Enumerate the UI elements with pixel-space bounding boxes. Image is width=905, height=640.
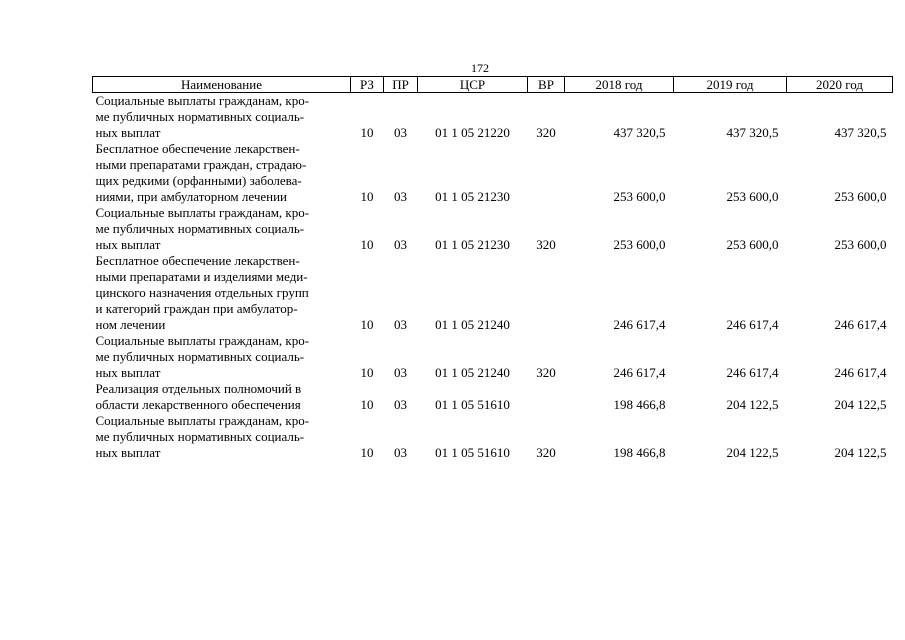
cell-vr (528, 141, 565, 205)
cell-name (93, 141, 351, 205)
cell-name (93, 93, 351, 142)
cell-rz: 10 (360, 365, 374, 380)
header-name: Наименование (93, 77, 351, 93)
name-line: ных выплат (95, 125, 161, 140)
cell-2020: 246 617,4 (834, 317, 887, 332)
cell-2019: 437 320,5 (726, 125, 779, 140)
cell-vr: 320 (536, 445, 556, 460)
cell-name (93, 333, 351, 381)
name-line: и категорий граждан при амбулатор- (95, 301, 298, 316)
cell-2020: 253 600,0 (834, 237, 887, 252)
header-2019: 2019 год (674, 77, 787, 93)
table-header-row (93, 77, 893, 93)
cell-vr (528, 253, 565, 333)
cell-2020: 204 122,5 (834, 397, 887, 412)
header-pr: ПР (384, 77, 418, 93)
cell-pr: 03 (394, 365, 407, 380)
cell-pr: 03 (394, 317, 407, 332)
cell-rz: 10 (360, 317, 374, 332)
cell-rz: 10 (360, 445, 374, 460)
table-row (93, 381, 893, 413)
cell-rz: 10 (360, 125, 374, 140)
header-csr: ЦСР (418, 77, 528, 93)
name-line: ном лечении (95, 317, 166, 332)
table-body (93, 93, 893, 462)
cell-pr: 03 (394, 397, 407, 412)
cell-vr: 320 (536, 125, 556, 140)
name-line: Социальные выплаты гражданам, кро- (95, 205, 310, 220)
name-line: ных выплат (95, 237, 161, 252)
cell-2019: 246 617,4 (726, 365, 779, 380)
name-line: Социальные выплаты гражданам, кро- (95, 413, 310, 428)
cell-2018: 253 600,0 (613, 237, 666, 252)
cell-vr (528, 381, 565, 413)
cell-2020: 437 320,5 (834, 125, 887, 140)
table-row (93, 413, 893, 461)
name-line: цинского назначения отдельных групп (95, 285, 309, 300)
cell-pr: 03 (394, 237, 407, 252)
cell-rz: 10 (360, 189, 374, 204)
budget-table (92, 76, 893, 461)
name-line: ными препаратами и изделиями меди- (95, 269, 308, 284)
cell-rz: 10 (360, 397, 374, 412)
cell-2020: 204 122,5 (834, 445, 887, 460)
cell-csr: 01 1 05 51610 (435, 445, 510, 460)
cell-2018: 246 617,4 (613, 365, 666, 380)
cell-pr: 03 (394, 189, 407, 204)
cell-vr: 320 (536, 237, 556, 252)
name-line: Бесплатное обеспечение лекарствен- (95, 141, 300, 156)
name-line: ными препаратами граждан, страдаю- (95, 157, 307, 172)
cell-2018: 198 466,8 (613, 397, 666, 412)
header-2020: 2020 год (787, 77, 893, 93)
cell-csr: 01 1 05 21230 (435, 189, 510, 204)
name-line: ме публичных нормативных социаль- (95, 349, 305, 364)
cell-2019: 204 122,5 (726, 397, 779, 412)
header-vr: ВР (528, 77, 565, 93)
name-line: Социальные выплаты гражданам, кро- (95, 93, 310, 108)
page-number: 172 (471, 61, 489, 75)
cell-name (93, 205, 351, 253)
table-row (93, 93, 893, 142)
name-line: щих редкими (орфанными) заболева- (95, 173, 302, 188)
cell-2018: 437 320,5 (613, 125, 666, 140)
name-line: ме публичных нормативных социаль- (95, 221, 305, 236)
cell-2019: 253 600,0 (726, 189, 779, 204)
name-line: ме публичных нормативных социаль- (95, 429, 305, 444)
cell-pr: 03 (394, 125, 407, 140)
cell-csr: 01 1 05 21240 (435, 317, 510, 332)
name-line: ниями, при амбулаторном лечении (95, 189, 288, 204)
name-line: ных выплат (95, 445, 161, 460)
name-line: Бесплатное обеспечение лекарствен- (95, 253, 300, 268)
cell-2020: 253 600,0 (834, 189, 887, 204)
table-row (93, 141, 893, 205)
header-2018: 2018 год (565, 77, 674, 93)
cell-csr: 01 1 05 21220 (435, 125, 510, 140)
header-rz: РЗ (351, 77, 384, 93)
cell-vr: 320 (536, 365, 556, 380)
cell-rz: 10 (360, 237, 374, 252)
name-line: Социальные выплаты гражданам, кро- (95, 333, 310, 348)
cell-name (93, 413, 351, 461)
name-line: Реализация отдельных полномочий в (95, 381, 302, 396)
cell-2018: 253 600,0 (613, 189, 666, 204)
cell-csr: 01 1 05 51610 (435, 397, 510, 412)
cell-2018: 198 466,8 (613, 445, 666, 460)
name-line: области лекарственного обеспечения (95, 397, 301, 412)
cell-pr: 03 (394, 445, 407, 460)
cell-csr: 01 1 05 21230 (435, 237, 510, 252)
name-line: ме публичных нормативных социаль- (95, 109, 305, 124)
table-row (93, 205, 893, 253)
cell-name (93, 253, 351, 333)
table-row (93, 333, 893, 381)
cell-2020: 246 617,4 (834, 365, 887, 380)
cell-2018: 246 617,4 (613, 317, 666, 332)
cell-name (93, 381, 351, 413)
cell-2019: 204 122,5 (726, 445, 779, 460)
name-line: ных выплат (95, 365, 161, 380)
cell-2019: 246 617,4 (726, 317, 779, 332)
cell-csr: 01 1 05 21240 (435, 365, 510, 380)
table-row (93, 253, 893, 333)
cell-2019: 253 600,0 (726, 237, 779, 252)
